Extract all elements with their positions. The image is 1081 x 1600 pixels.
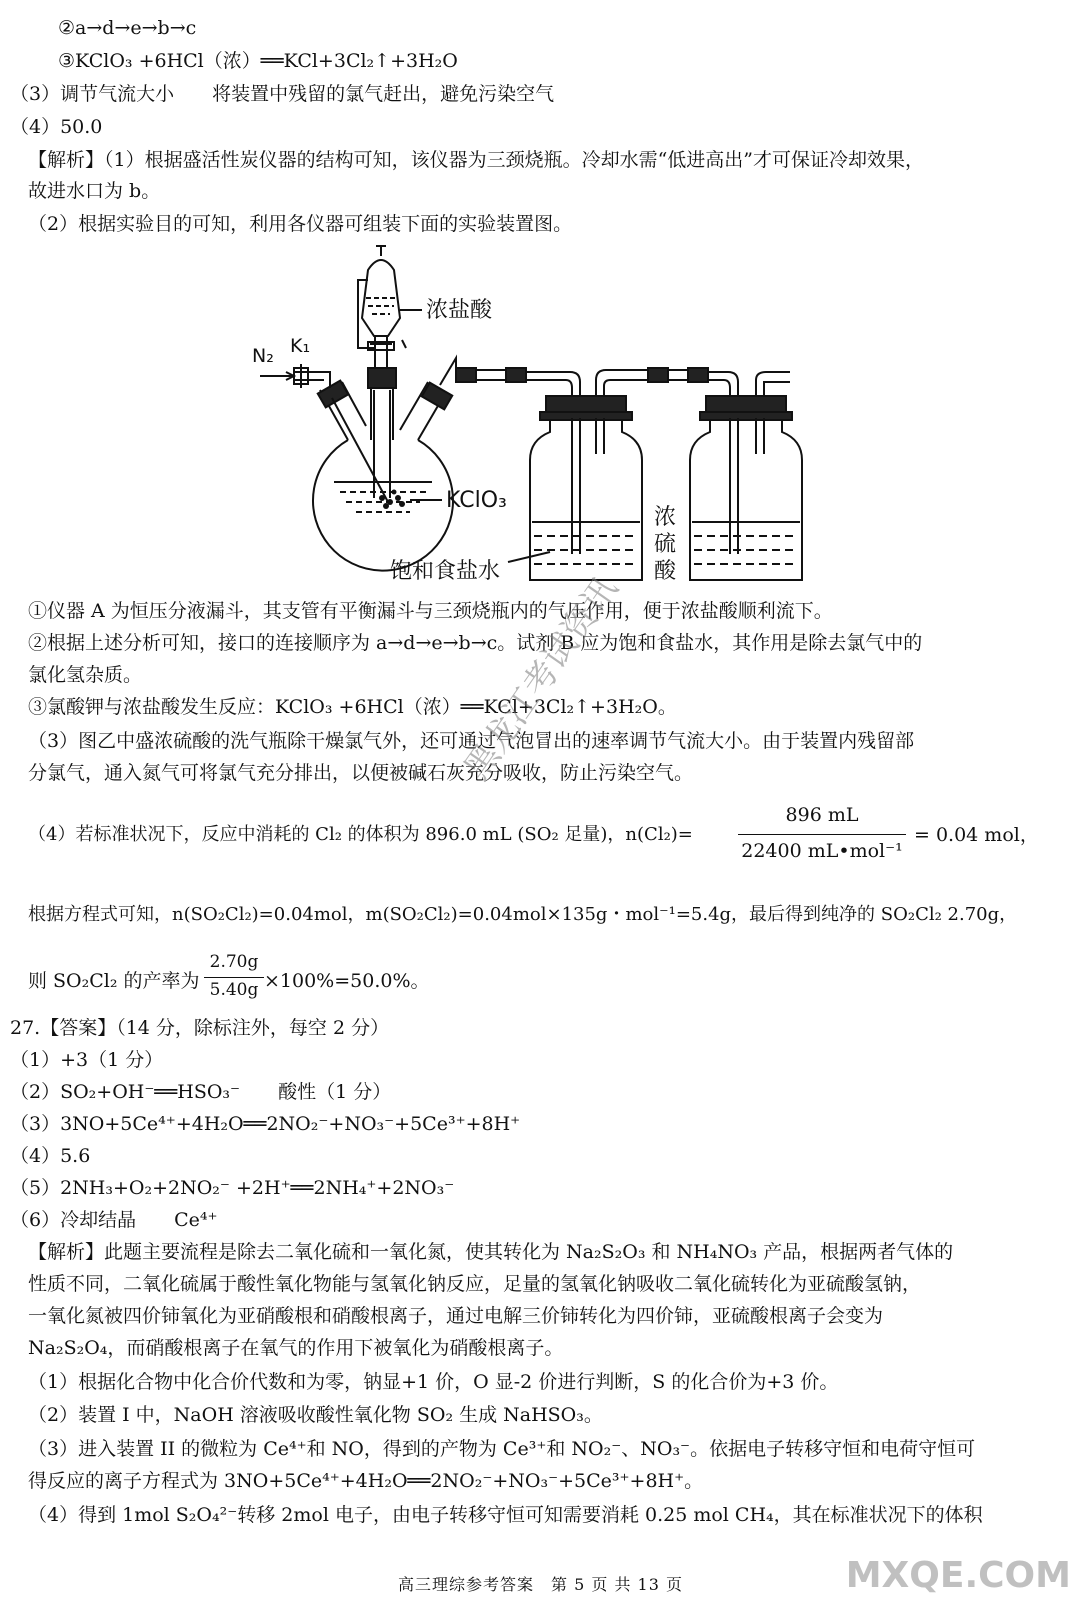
fraction-denominator: 22400 mL•mol⁻¹ [741, 840, 903, 862]
analysis-equation: ③氯酸钾与浓盐酸发生反应：KClO₃ +6HCl（浓）══KCl+3Cl₂↑+3H₂O。 [28, 696, 677, 718]
answer-equation: （3）3NO+5Ce⁴⁺+4H₂O══2NO₂⁻+NO₃⁻+5Ce³⁺+8H⁺ [10, 1113, 521, 1135]
analysis-line: （4）得到 1mol S₂O₄²⁻转移 2mol 电子，由电子转移守恒可知需要消耗 0.25 mol CH₄，其在标准状况下的体积 [28, 1504, 983, 1526]
yield-result: ×100%=50.0%。 [264, 970, 430, 992]
answer-equation: ③KClO₃ +6HCl（浓）══KCl+3Cl₂↑+3H₂O [58, 50, 458, 72]
acid-label-2: 硫 [654, 532, 677, 557]
calculation-line: 根据方程式可知，n(SO₂Cl₂)=0.04mol，m(SO₂Cl₂)=0.04mol×135g・mol⁻¹=5.4g，最后得到纯净的 SO₂Cl₂ 2.70g， [28, 904, 1018, 925]
bottle1-long-tube [572, 418, 580, 554]
answer-line: （3）调节气流大小 将装置中残留的氯气赶出，避免污染空气 [10, 83, 555, 105]
funnel-label: 浓盐酸 [426, 298, 493, 323]
answer-equation: （5）2NH₃+O₂+2NO₂⁻ +2H⁺══2NH₄⁺+2NO₃⁻ [10, 1177, 455, 1199]
acid-label-1: 浓 [654, 505, 677, 530]
fraction-yield [204, 952, 264, 1002]
n2-label: N₂ [252, 345, 274, 367]
fraction-bar [204, 977, 264, 978]
analysis-line: 一氧化氮被四价铈氧化为亚硝酸根和硝酸根离子，通过电解三价铈转化为四价铈，亚硫酸根离子会变为 [28, 1305, 884, 1327]
analysis-line: （1）根据化合物中化合价代数和为零，钠显+1 价，O 显-2 价进行判断，S 的化合价为+3 价。 [28, 1371, 839, 1393]
answer-line: （4）50.0 [10, 116, 103, 138]
question-27-header: 27.【答案】（14 分，除标注外，每空 2 分） [10, 1017, 390, 1039]
answer-line: （6）冷却结晶 Ce⁴⁺ [10, 1209, 218, 1231]
answer-line: （1）+3（1 分） [10, 1049, 164, 1071]
washing-bottle-1 [530, 420, 642, 580]
calculation-line: （4）若标准状况下，反应中消耗的 Cl₂ 的体积为 896.0 mL (SO₂ 足量)，n(Cl₂)= [28, 824, 693, 845]
k1-label: K₁ [290, 335, 311, 357]
answer-line: （2）SO₂+OH⁻══HSO₃⁻ 酸性（1 分） [10, 1081, 392, 1103]
bottle2-long-tube [730, 418, 738, 554]
answer-line: ②a→d→e→b→c [58, 17, 197, 39]
analysis-line: ①仪器 A 为恒压分液漏斗，其支管有平衡漏斗与三颈烧瓶内的气压作用，便于浓盐酸顺利流下。 [28, 600, 833, 622]
page-footer: 高三理综参考答案 第 5 页 共 13 页 [398, 1575, 683, 1594]
yield-label: 则 SO₂Cl₂ 的产率为 [28, 970, 200, 992]
analysis-line: 氯化氢杂质。 [28, 664, 143, 686]
analysis-line: 【解析】此题主要流程是除去二氧化硫和一氧化氮，使其转化为 Na₂S₂O₃ 和 NH₄NO₃ 产品，根据两者气体的 [28, 1241, 954, 1263]
answer-line: （4）5.6 [10, 1145, 91, 1167]
acid-label-3: 酸 [654, 559, 677, 584]
center-stopper [368, 368, 396, 388]
analysis-line: （2）装置 I 中，NaOH 溶液吸收酸性氧化物 SO₂ 生成 NaHSO₃。 [28, 1404, 603, 1426]
analysis-line: 故进水口为 b。 [28, 180, 161, 202]
analysis-line: （3）图乙中盛浓硫酸的洗气瓶除干燥氯气外，还可通过气泡冒出的速率调节气流大小。由于装置内残留部 [28, 730, 915, 752]
analysis-line: 【解析】（1）根据盛活性炭仪器的结构可知，该仪器为三颈烧瓶。冷却水需“低进高出”才可保证冷却效果， [28, 149, 925, 171]
analysis-line: ②根据上述分析可知，接口的连接顺序为 a→d→e→b→c。试剂 B 应为饱和食盐水，其作用是除去氯气中的 [28, 632, 923, 654]
brine-label: 饱和食盐水 [390, 559, 501, 584]
washing-bottle-2 [690, 420, 802, 580]
right-stopper [422, 383, 453, 410]
calculation-result: = 0.04 mol， [914, 824, 1039, 846]
fraction-bar [738, 834, 906, 835]
kclo3-label: KClO₃ [446, 488, 507, 513]
left-stopper [318, 381, 349, 408]
fraction-numerator: 2.70g [209, 952, 259, 972]
analysis-line: （3）进入装置 II 的微粒为 Ce⁴⁺和 NO，得到的产物为 Ce³⁺和 NO₂⁻、NO₃⁻。依据电子转移守恒和电荷守恒可 [28, 1438, 976, 1460]
funnel-stopper [376, 246, 386, 256]
analysis-line: 性质不同，二氧化硫属于酸性氧化物能与氢氧化钠反应，足量的氢氧化钠吸收二氧化硫转化为亚硫酸氢钠， [28, 1273, 922, 1295]
analysis-line: Na₂S₂O₄，而硝酸根离子在氧气的作用下被氧化为硝酸根离子。 [28, 1337, 564, 1359]
three-neck-flask [313, 440, 453, 571]
analysis-line: （2）根据实验目的可知，利用各仪器可组装下面的实验装置图。 [28, 213, 573, 235]
apparatus-diagram [250, 240, 810, 590]
watermark-text: 黑龙江考试资讯 [456, 569, 626, 788]
fraction-denominator: 5.40g [209, 980, 259, 1000]
analysis-line: 分氯气，通入氮气可将氯气充分排出，以便被碱石灰充分吸收，防止污染空气。 [28, 762, 694, 784]
site-logo: MXQE.COM [845, 1555, 1071, 1596]
fraction-numerator: 896 mL [785, 804, 859, 826]
analysis-equation: 得反应的离子方程式为 3NO+5Ce⁴⁺+4H₂O══2NO₂⁻+NO₃⁻+5Ce³⁺+8H⁺。 [28, 1470, 704, 1492]
fraction-volume [738, 804, 906, 866]
